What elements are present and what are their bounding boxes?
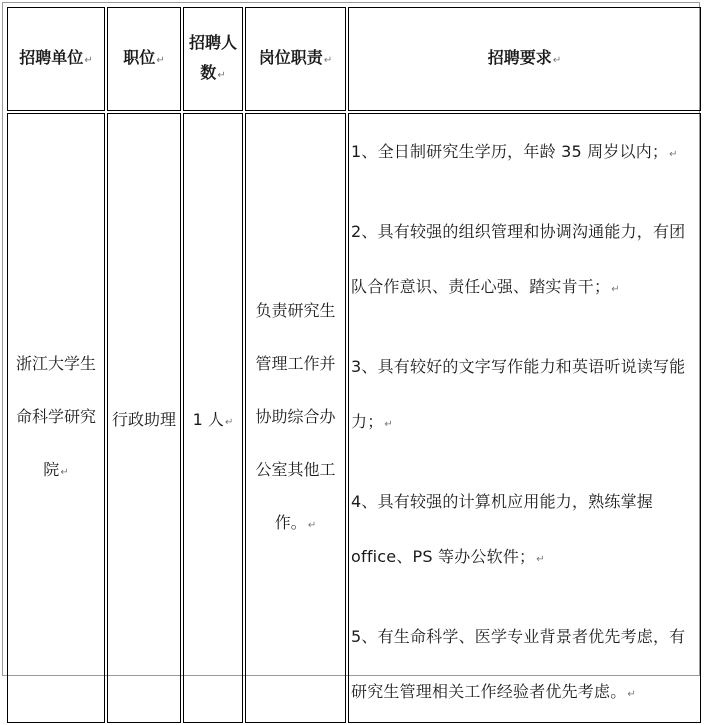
requirement-item: 4、具有较强的计算机应用能力，熟练掌握 office、PS 等办公软件；↵ xyxy=(351,492,653,566)
requirement-item: 5、有生命科学、医学专业背景者优先考虑，有研究生管理相关工作经验者优先考虑。↵ xyxy=(351,627,686,701)
header-row xyxy=(7,7,701,111)
header-requirements: 招聘要求↵ xyxy=(348,7,701,111)
cell-unit: 浙江大学生命科学研究院↵ xyxy=(7,113,105,723)
cell-headcount: 1 人↵ xyxy=(183,113,243,723)
table-row xyxy=(7,113,701,723)
requirement-item: 2、具有较强的组织管理和协调沟通能力，有团队合作意识、责任心强、踏实肯干；↵ xyxy=(351,222,686,296)
cell-position xyxy=(107,113,181,723)
header-duties: 岗位职责↵ xyxy=(245,7,346,111)
recruitment-table xyxy=(5,5,703,725)
position-text: 行政助理 xyxy=(111,409,176,429)
unit-text: 浙江大学生命科学研究院 xyxy=(15,354,96,479)
header-position: 职位↵ xyxy=(107,7,181,111)
cell-duties: 负责研究生管理工作并协助综合办公室其他工作。↵ xyxy=(245,113,346,723)
header-headcount: 招聘人数↵ xyxy=(183,7,243,111)
cell-requirements xyxy=(348,113,701,723)
header-unit: 招聘单位↵ xyxy=(7,7,105,111)
headcount-text: 1 人 xyxy=(192,409,224,429)
requirement-item: 1、全日制研究生学历，年龄 35 周岁以内；↵ xyxy=(351,142,678,161)
requirement-item: 3、具有较好的文字写作能力和英语听说读写能力；↵ xyxy=(351,357,686,431)
duties-text: 负责研究生管理工作并协助综合办公室其他工作。 xyxy=(255,301,336,532)
